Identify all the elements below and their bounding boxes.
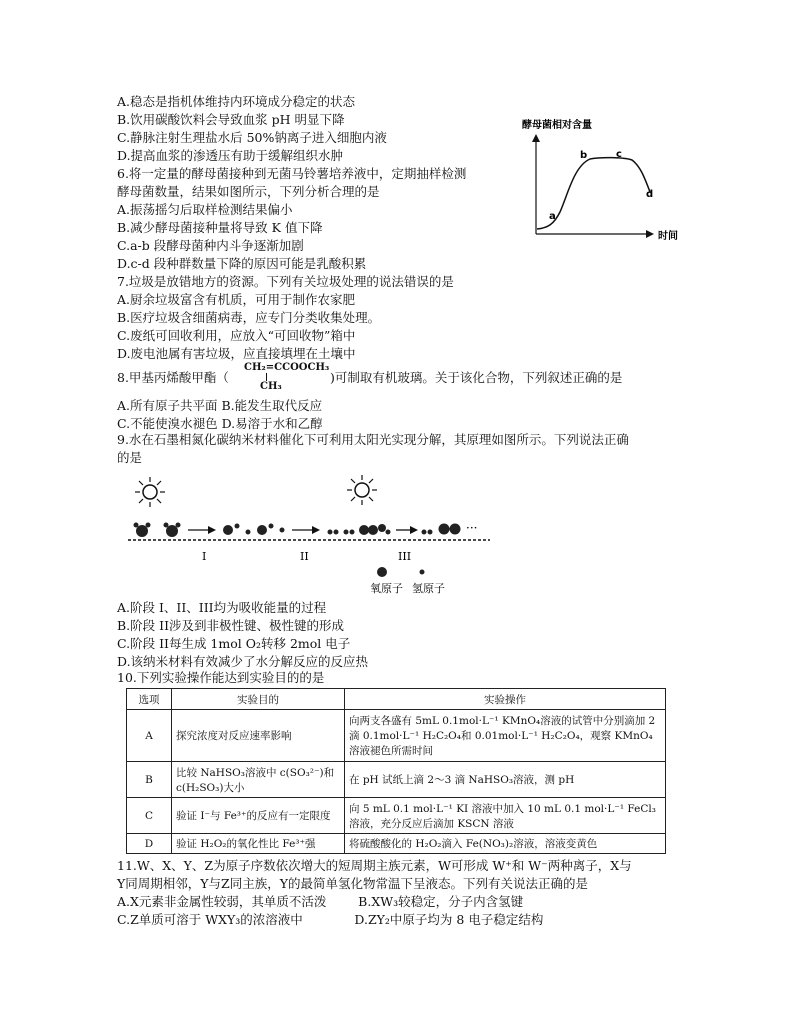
q5-option-a: A.稳态是指机体维持内环境成分稳定的状态	[117, 94, 356, 109]
row-option: C	[127, 798, 172, 834]
q8-options-cd: C.不能使溴水褪色 D.易溶于水和乙醇	[117, 416, 323, 431]
q5-option-c: C.静脉注射生理盐水后 50%钠离子进入细胞内液	[117, 130, 387, 145]
q11-stem-1: 11.W、X、Y、Z为原子序数依次增大的短周期主族元素，W可形成 W⁺和 W⁻两种离子，X与	[117, 858, 632, 873]
q6-option-b: B.减少酵母菌接种量将导致 K 值下降	[117, 220, 323, 235]
graph-y-arrow	[532, 134, 540, 142]
formula-top: CH₂=CCOOCH₃	[244, 362, 330, 373]
q9-option-c: C.阶段 II每生成 1mol O₂转移 2mol 电子	[117, 636, 351, 651]
experiment-table	[126, 688, 666, 854]
header-aim: 实验目的	[172, 689, 345, 710]
stage-1-products	[223, 524, 285, 536]
row-aim: 验证 I⁻与 Fe³⁺的反应有一定限度	[172, 798, 345, 834]
row-aim: 验证 H₂O₂的氧化性比 Fe³⁺强	[172, 834, 345, 854]
header-option: 选项	[127, 689, 172, 710]
q10-stem: 10.下列实验操作能达到实验目的的是	[117, 670, 325, 685]
q8-options-ab: A.所有原子共平面 B.能发生取代反应	[117, 398, 323, 413]
legend-hydrogen-label: 氢原子	[412, 582, 445, 595]
table-header-row	[127, 689, 666, 710]
water-splitting-diagram	[120, 468, 500, 600]
q9-option-d: D.该纳米材料有效减少了水分解反应的反应热	[117, 654, 369, 669]
formula-bond	[266, 373, 267, 381]
table-row	[127, 710, 666, 762]
q6-option-d: D.c-d 段种群数量下降的原因可能是乳酸积累	[117, 256, 367, 271]
arrow-stage-1	[188, 526, 216, 534]
legend-hydrogen-symbol	[420, 570, 425, 575]
legend-oxygen-symbol	[377, 567, 387, 577]
q11-options-ab: A.X元素非金属性较弱，其单质不活泼 B.XW₃较稳定，分子内含氢键	[117, 894, 524, 909]
row-aim: 比较 NaHSO₃溶液中 c(SO₃²⁻)和 c(H₂SO₃)大小	[172, 762, 345, 798]
q9-option-b: B.阶段 II涉及到非极性键、极性键的形成	[117, 618, 345, 633]
q11-options-cd: C.Z单质可溶于 WXY₃的浓溶液中 D.ZY₂中原子均为 8 电子稳定结构	[117, 912, 544, 927]
yeast-growth-graph	[516, 112, 696, 248]
graph-ylabel: 酵母菌相对含量	[522, 120, 592, 131]
ellipsis-text: ···	[466, 521, 478, 535]
q8-stem-pre: 8.甲基丙烯酸甲酯（	[117, 370, 229, 385]
q9-option-a: A.阶段 I、II、III均为吸收能量的过程	[117, 600, 327, 615]
q9-stem-1: 9.水在石墨相氮化碳纳米材料催化下可利用太阳光实现分解，其原理如图所示。下列说法正确	[117, 432, 629, 447]
graph-point-a: a	[549, 211, 556, 222]
graph-point-d: d	[646, 189, 654, 200]
stage-label-2: II	[300, 550, 309, 563]
q7-option-d: D.废电池属有害垃圾，应直接填埋在土壤中	[117, 346, 356, 361]
sun-icon	[135, 477, 165, 507]
q7-option-c: C.废纸可回收利用，应放入“可回收物”箱中	[117, 328, 356, 343]
arrow-stage-2	[292, 526, 320, 534]
stage-2-products	[328, 524, 391, 535]
graph-xlabel: 时间	[658, 231, 678, 242]
water-molecules	[134, 523, 181, 538]
row-option: D	[127, 834, 172, 854]
row-option: A	[127, 710, 172, 762]
graph-point-c: c	[616, 149, 622, 160]
q6-stem-2: 酵母菌数量，结果如图所示，下列分析合理的是	[117, 184, 380, 199]
arrow-stage-3	[396, 526, 418, 534]
graph-x-arrow	[646, 230, 654, 238]
q5-option-b: B.饮用碳酸饮料会导致血浆 pH 明显下降	[117, 112, 345, 127]
q6-option-a: A.振荡摇匀后取样检测结果偏小	[117, 202, 293, 217]
q8-structural-formula	[244, 362, 329, 392]
q6-option-c: C.a-b 段酵母菌种内斗争逐渐加剧	[117, 238, 304, 253]
stage-label-1: I	[202, 550, 207, 563]
table-row	[127, 762, 666, 798]
header-operation: 实验操作	[345, 689, 666, 710]
legend-oxygen-label: 氧原子	[370, 582, 403, 595]
q9-stem-2: 的是	[117, 450, 143, 465]
q8-stem-post: )可制取有机玻璃。关于该化合物，下列叙述正确的是	[330, 370, 623, 385]
q7-stem: 7.垃圾是放错地方的资源。下列有关垃圾处理的说法错误的是	[117, 274, 454, 289]
row-aim: 探究浓度对反应速率影响	[172, 710, 345, 762]
table-row	[127, 798, 666, 834]
table-row	[127, 834, 666, 854]
graph-point-b: b	[580, 150, 588, 161]
row-operation: 将硫酸酸化的 H₂O₂滴入 Fe(NO₃)₂溶液，溶液变黄色	[345, 834, 666, 854]
row-option: B	[127, 762, 172, 798]
q5-option-d: D.提高血浆的渗透压有助于缓解组织水肿	[117, 148, 344, 163]
stage-3-products	[422, 521, 478, 535]
q6-stem-1: 6.将一定量的酵母菌接种到无菌马铃薯培养液中，定期抽样检测	[117, 166, 467, 181]
row-operation: 在 pH 试纸上滴 2～3 滴 NaHSO₃溶液，测 pH	[345, 762, 666, 798]
stage-label-3: III	[398, 550, 412, 563]
row-operation: 向两支各盛有 5mL 0.1mol·L⁻¹ KMnO₄溶液的试管中分别滴加 2 滴 0.1mol·L⁻¹ H₂C₂O₄和 0.01mol·L⁻¹ H₂C₂O₄，观察 KMnO₄溶液褪色所需时间	[345, 710, 666, 762]
row-operation: 向 5 mL 0.1 mol·L⁻¹ KI 溶液中加入 10 mL 0.1 mol·L⁻¹ FeCl₃溶液，充分反应后滴加 KSCN 溶液	[345, 798, 666, 834]
q7-option-b: B.医疗垃圾含细菌病毒，应专门分类收集处理。	[117, 310, 381, 325]
q11-stem-2: Y同周期相邻，Y与Z同主族，Y的最简单氢化物常温下呈液态。下列有关说法正确的是	[117, 876, 588, 891]
q7-option-a: A.厨余垃圾富含有机质，可用于制作农家肥	[117, 292, 356, 307]
formula-bottom: CH₃	[260, 381, 282, 392]
sun-icon	[347, 475, 377, 505]
